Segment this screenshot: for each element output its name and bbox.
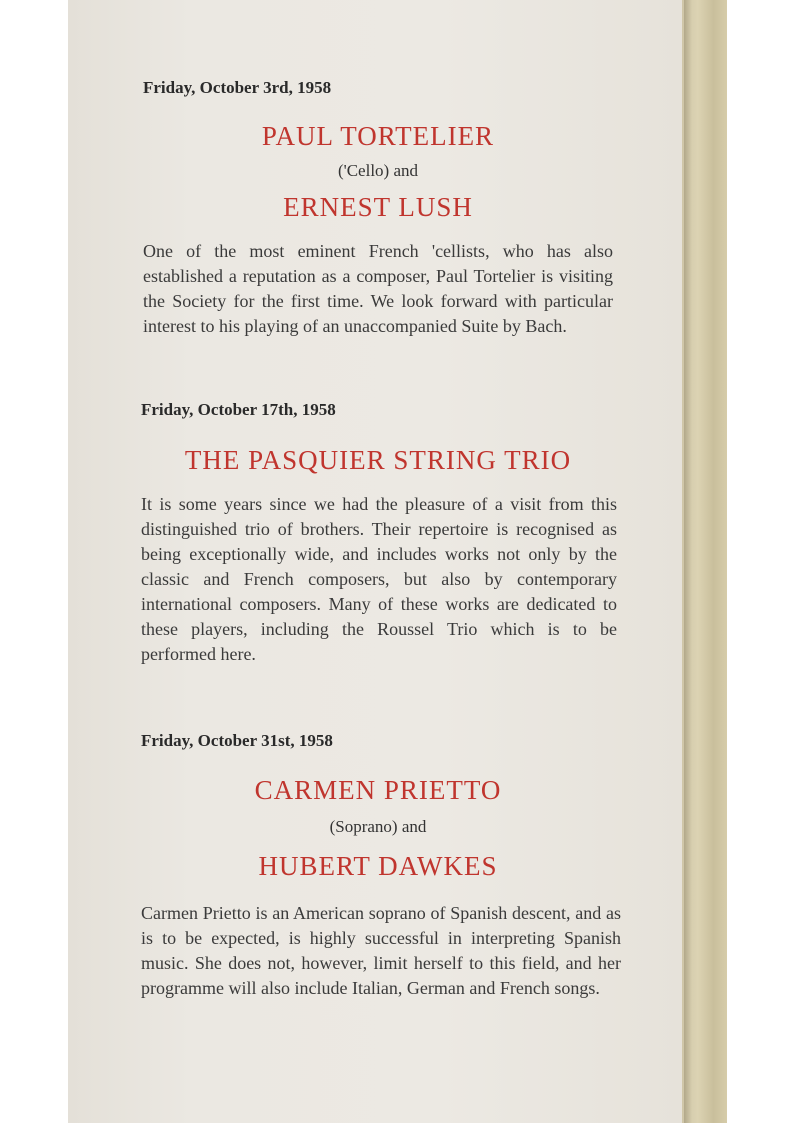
artist-role: (Soprano) and [329,817,427,836]
artist-name: HUBERT DAWKES [258,851,498,881]
concert-date: Friday, October 31st, 1958 [141,731,333,750]
concert-date: Friday, October 17th, 1958 [141,400,336,419]
artist-name: ERNEST LUSH [283,192,473,222]
artist-role: ('Cello) and [337,161,418,180]
artist-name: CARMEN PRIETTO [254,775,502,805]
concert-description: One of the most eminent French 'cellists, who has also established a reputation as a composer, Paul Tortelier is visiting the Society for the first time. We look forward with particular interest to his playing of an unaccompanied Suite by Bach. [143,241,613,336]
artist-name: THE PASQUIER STRING TRIO [184,445,572,475]
concert-description: It is some years since we had the pleasure of a visit from this distinguished trio of brothers. Their repertoire is recognised as being exceptionally wide, and includes works not only by the classic and French composers, but also by contemporary international composers. Many of these works are dedicated to these players, including the Roussel Trio which is to be performed here. [141,494,617,664]
artist-name: PAUL TORTELIER [261,121,495,151]
concert-date: Friday, October 3rd, 1958 [143,78,332,97]
concert-description: Carmen Prietto is an American soprano of Spanish descent, and as is to be expected, is highly successful in interpreting Spanish music. She does not, however, limit herself to this field, and her programme will also include Italian, German and French songs. [141,903,621,998]
